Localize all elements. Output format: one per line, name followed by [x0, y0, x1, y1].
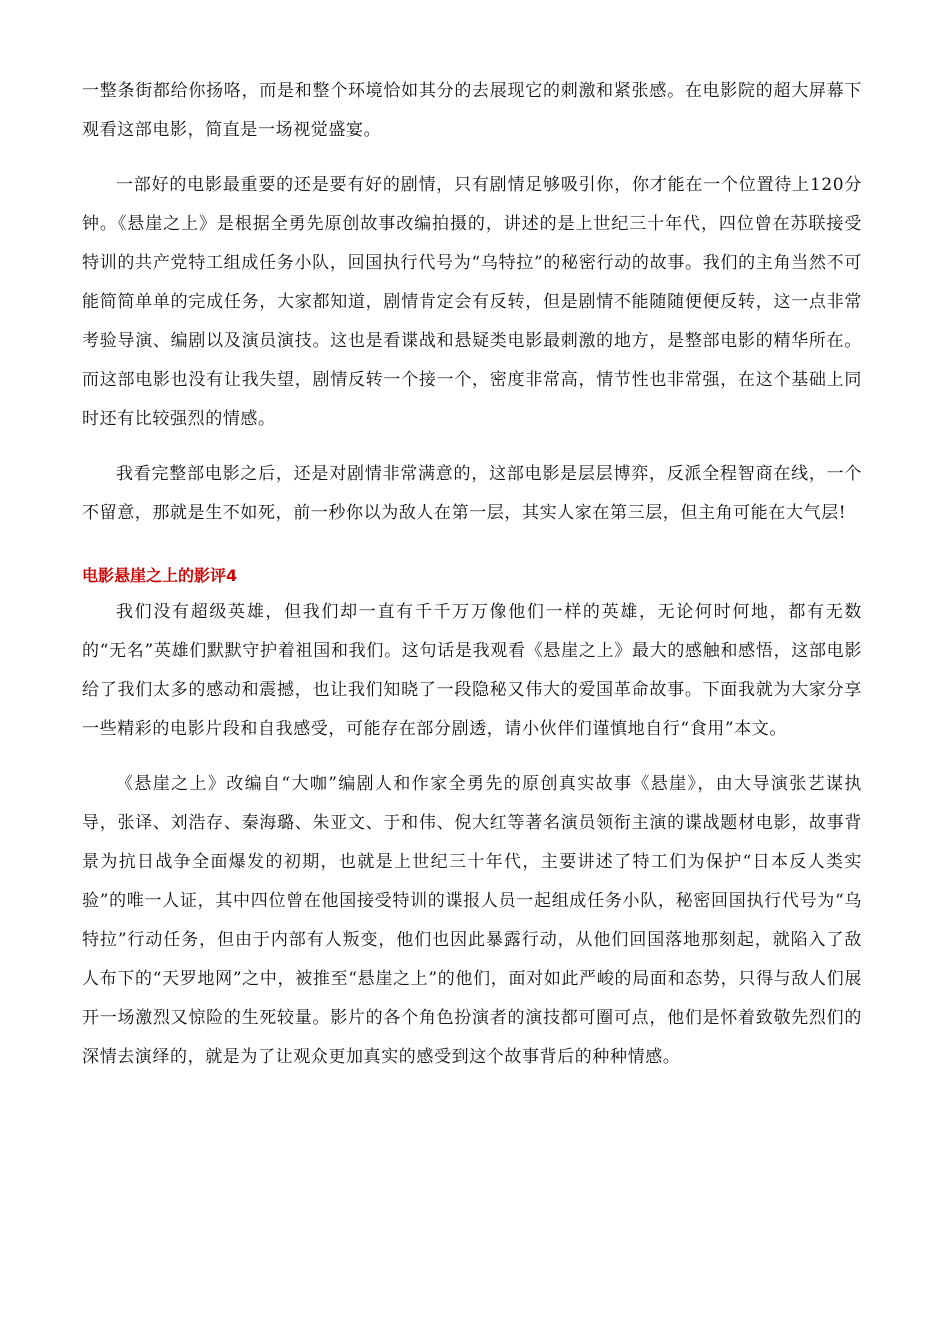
section-heading: 电影悬崖之上的影评4 — [82, 566, 238, 585]
paragraph-continuation: 一整条街都给你扬咯，而是和整个环境恰如其分的去展现它的刺激和紧张感。在电影院的超大屏幕下观看这部电影，简直是一场视觉盛宴。 — [82, 81, 862, 140]
paragraph-conclusion: 我看完整部电影之后，还是对剧情非常满意的，这部电影是层层博弈，反派全程智商在线，一个不留意，那就是生不如死，前一秒你以为敌人在第一层，其实人家在第三层，但主角可能在大气层! — [82, 464, 862, 523]
paragraph-synopsis: 《悬崖之上》改编自“大咖”编剧人和作家全勇先的原创真实故事《悬崖》，由大导演张艺谋执导，张译、刘浩存、秦海璐、朱亚文、于和伟、倪大红等著名演员领衔主演的谍战题材电影，故事背景为抗日战争全面爆发的初期，也就是上世纪三十年代，主要讲述了特工们为保护“日本反人类实验”的唯一人证，其中四位曾在他国接受特训的谍报人员一起组成任务小队，秘密回国执行代号为“乌特拉”行动任务，但由于内部有人叛变，他们也因此暴露行动，从他们回国落地那刻起，就陷入了敌人布下的“天罗地网”之中，被推至“悬崖之上”的他们，面对如此严峻的局面和态势，只得与敌人们展开一场激烈又惊险的生死较量。影片的各个角色扮演者的演技都可圈可点，他们是怀着致敬先烈们的深情去演绎的，就是为了让观众更加真实的感受到这个故事背后的种种情感。 — [82, 774, 862, 1067]
paragraph-heroes: 我们没有超级英雄，但我们却一直有千千万万像他们一样的英雄，无论何时何地，都有无数的“无名”英雄们默默守护着祖国和我们。这句话是我观看《悬崖之上》最大的感触和感悟，这部电影给了我们太多的感动和震撼，也让我们知晓了一段隐秘又伟大的爱国革命故事。下面我就为大家分享一些精彩的电影片段和自我感受，可能存在部分剧透，请小伙伴们谨慎地自行“食用”本文。 — [82, 602, 862, 739]
document-page — [82, 72, 862, 1077]
paragraph-plot: 一部好的电影最重要的还是要有好的剧情，只有剧情足够吸引你，你才能在一个位置待上120分钟。《悬崖之上》是根据全勇先原创故事改编拍摄的，讲述的是上世纪三十年代，四位曾在苏联接受特训的共产党特工组成任务小队，回国执行代号为“乌特拉”的秘密行动的故事。我们的主角当然不可能简简单单的完成任务，大家都知道，剧情肯定会有反转，但是剧情不能随随便便反转，这一点非常考验导演、编剧以及演员演技。这也是看谍战和悬疑类电影最刺激的地方，是整部电影的精华所在。而这部电影也没有让我失望，剧情反转一个接一个，密度非常高，情节性也非常强，在这个基础上同时还有比较强烈的情感。 — [82, 175, 862, 429]
